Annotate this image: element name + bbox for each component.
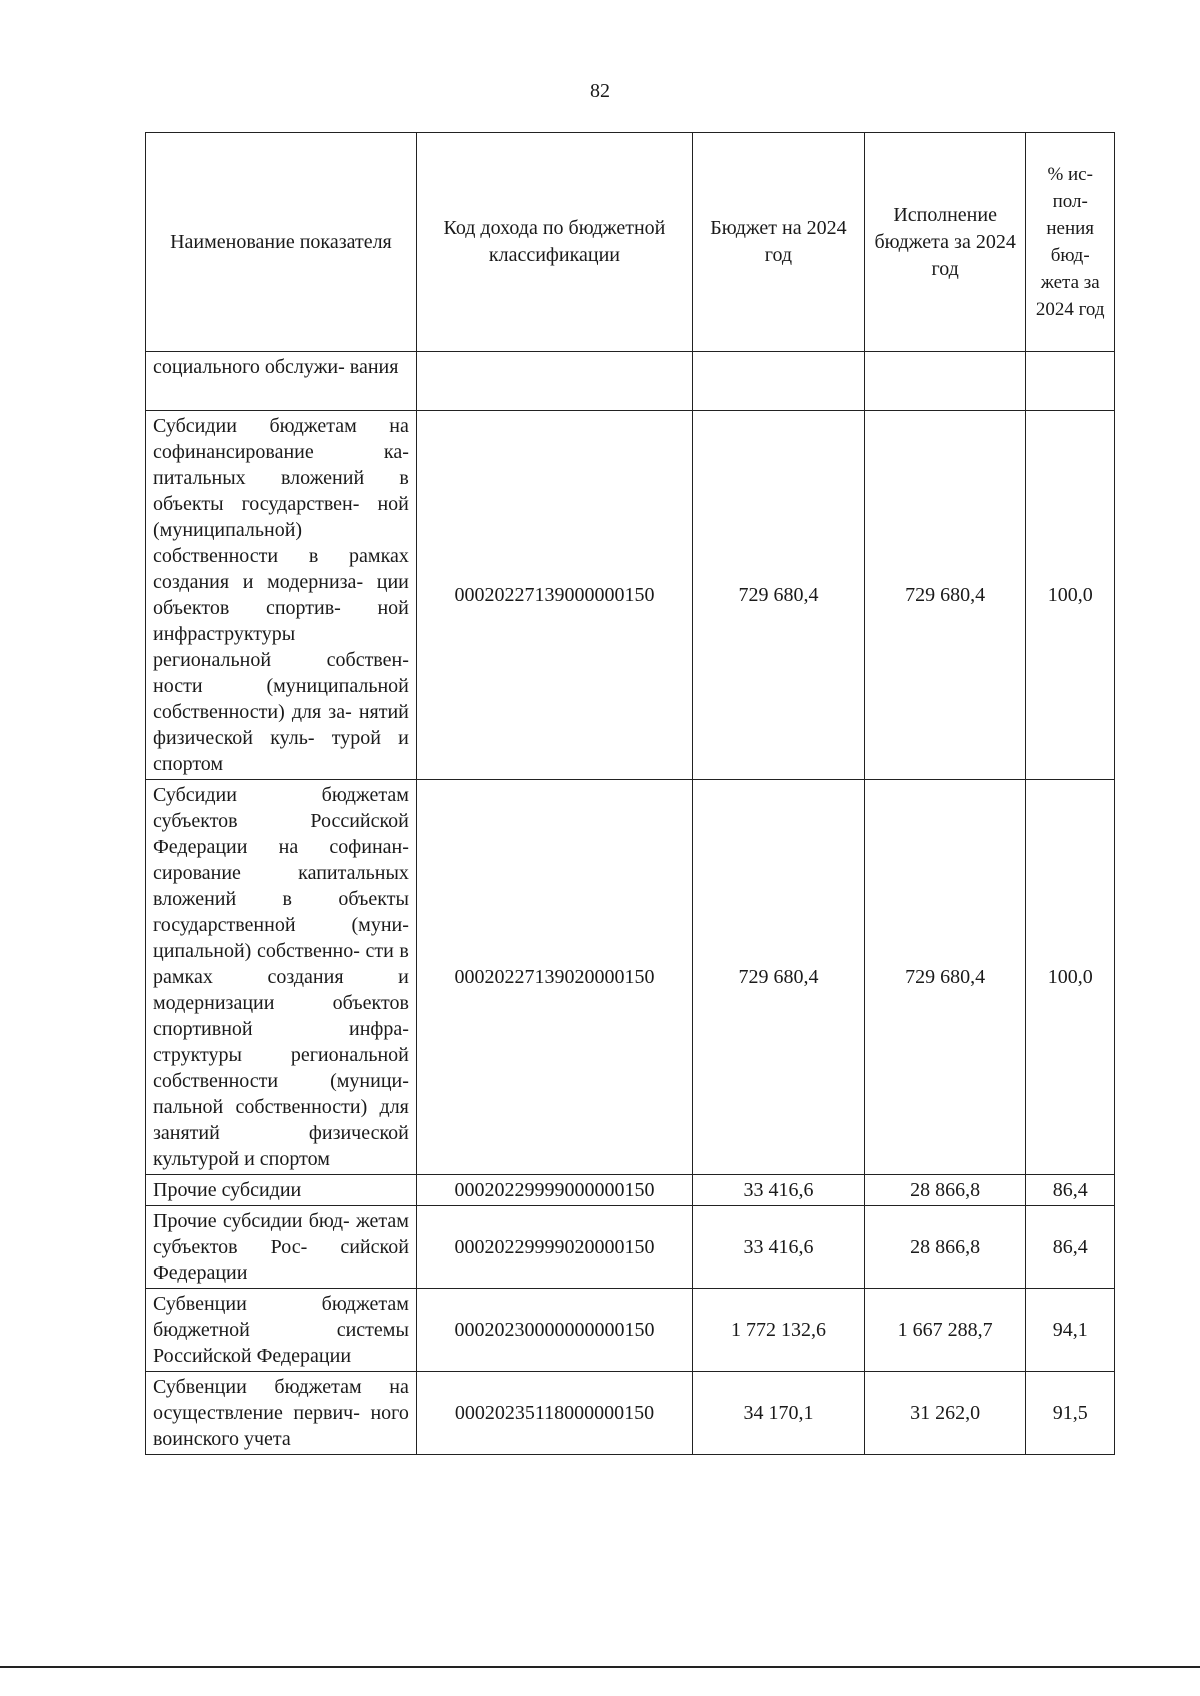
row-name: Субвенции бюджетам на осуществление первич- ного воинского учета — [146, 1372, 417, 1455]
row-code: 00020227139000000150 — [416, 411, 692, 780]
row-code: 00020229999020000150 — [416, 1206, 692, 1289]
row-budget: 34 170,1 — [693, 1372, 865, 1455]
row-percent: 86,4 — [1026, 1206, 1115, 1289]
row-name: Прочие субсидии — [146, 1175, 417, 1206]
row-code — [416, 352, 692, 411]
header-name: Наименование показателя — [146, 133, 417, 352]
table-header-row — [146, 133, 1115, 352]
table-row — [146, 780, 1115, 1175]
row-code: 00020235118000000150 — [416, 1372, 692, 1455]
row-budget: 33 416,6 — [693, 1175, 865, 1206]
row-budget — [693, 352, 865, 411]
row-budget: 729 680,4 — [693, 780, 865, 1175]
header-budget: Бюджет на 2024 год — [693, 133, 865, 352]
row-code: 00020229999000000150 — [416, 1175, 692, 1206]
row-execution: 28 866,8 — [864, 1206, 1026, 1289]
table-row — [146, 1175, 1115, 1206]
row-budget: 1 772 132,6 — [693, 1289, 865, 1372]
row-execution: 729 680,4 — [864, 411, 1026, 780]
table-row — [146, 1206, 1115, 1289]
header-code: Код дохода по бюджетной классификации — [416, 133, 692, 352]
row-budget: 729 680,4 — [693, 411, 865, 780]
row-execution: 729 680,4 — [864, 780, 1026, 1175]
row-name: Субвенции бюджетам бюджетной системы Российской Федерации — [146, 1289, 417, 1372]
page-number: 82 — [590, 80, 610, 102]
row-code: 00020227139020000150 — [416, 780, 692, 1175]
header-execution: Исполнение бюджета за 2024 год — [864, 133, 1026, 352]
row-execution — [864, 352, 1026, 411]
table-row — [146, 1372, 1115, 1455]
row-percent: 91,5 — [1026, 1372, 1115, 1455]
table-row — [146, 352, 1115, 411]
row-execution: 28 866,8 — [864, 1175, 1026, 1206]
row-name: Субсидии бюджетам субъектов Российской Федерации на софинан- сирование капитальных вложений в объекты государственной (муни- ципальной) собственно- сти в рамках создания и модернизации объектов спортивной инфра- структуры региональной собственности (муници- пальной собственности) для занятий физической культурой и спортом — [146, 780, 417, 1175]
row-name: Субсидии бюджетам на софинансирование ка- питальных вложений в объекты государствен- ной (муниципальной) собственности в рамках создания и модерниза- ции объектов спортив- ной инфраструктуры региональной собствен- ности (муниципальной собственности) для за- нятий физической куль- турой и спортом — [146, 411, 417, 780]
budget-income-table — [145, 132, 1115, 1455]
row-percent: 86,4 — [1026, 1175, 1115, 1206]
row-name: Прочие субсидии бюд- жетам субъектов Рос- сийской Федерации — [146, 1206, 417, 1289]
table-row — [146, 1289, 1115, 1372]
row-budget: 33 416,6 — [693, 1206, 865, 1289]
row-percent: 94,1 — [1026, 1289, 1115, 1372]
row-execution: 1 667 288,7 — [864, 1289, 1026, 1372]
row-percent — [1026, 352, 1115, 411]
row-percent: 100,0 — [1026, 411, 1115, 780]
header-percent: % ис- пол- нения бюд- жета за 2024 год — [1026, 133, 1115, 352]
row-code: 00020230000000000150 — [416, 1289, 692, 1372]
row-percent: 100,0 — [1026, 780, 1115, 1175]
row-name: социального обслужи- вания — [146, 352, 417, 411]
table-row — [146, 411, 1115, 780]
footer-divider — [0, 1666, 1200, 1668]
row-execution: 31 262,0 — [864, 1372, 1026, 1455]
